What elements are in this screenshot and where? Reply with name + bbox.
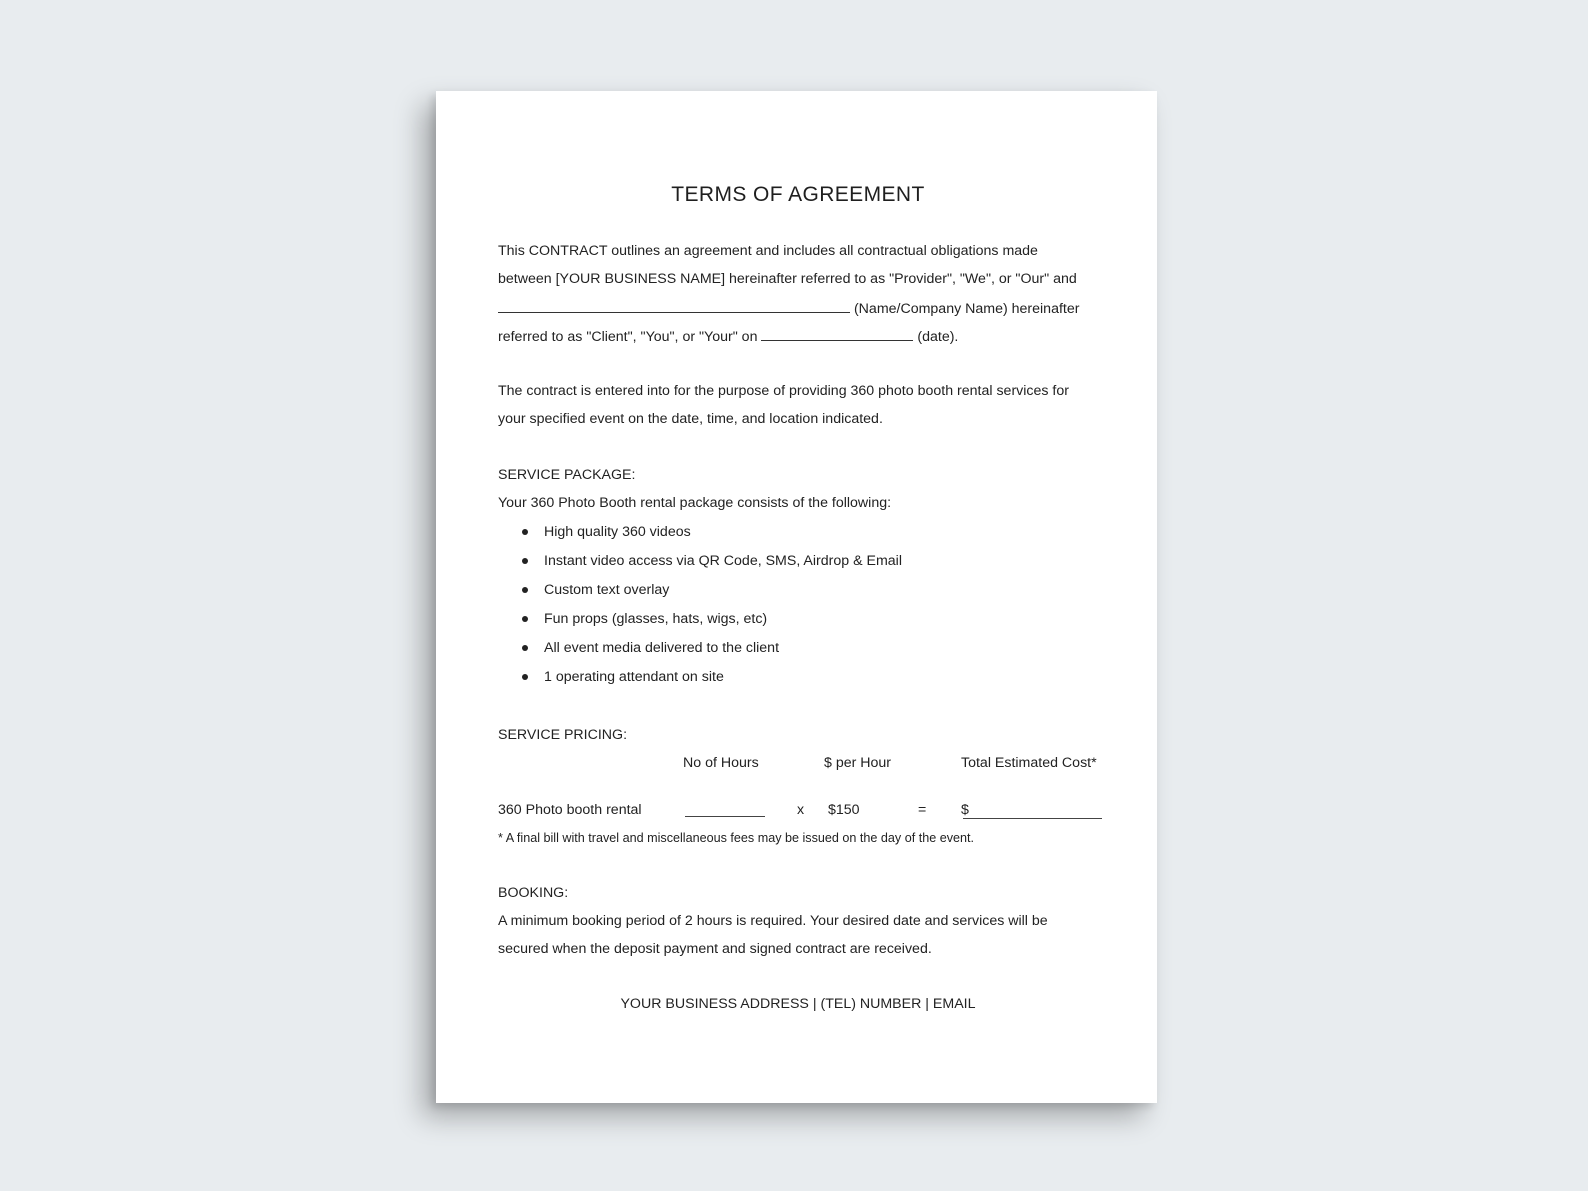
times-sign: x [797, 802, 805, 818]
pricing-footnote: * A final bill with travel and miscellaneous fees may be issued on the day of the event. [498, 831, 975, 845]
bullet-dot [522, 558, 528, 564]
booking-heading: BOOKING: [498, 885, 569, 901]
package-item: Custom text overlay [544, 582, 670, 598]
client-name-blank[interactable] [498, 298, 850, 313]
purpose-line-1: The contract is entered into for the purpose of providing 360 photo booth rental services for [498, 383, 1069, 399]
intro-line-2: between [YOUR BUSINESS NAME] hereinafter referred to as "Provider", "We", or "Our" and [498, 271, 1077, 287]
intro-line-4 [498, 326, 958, 346]
pricing-col-total: Total Estimated Cost* [961, 755, 1097, 771]
package-item: High quality 360 videos [544, 524, 691, 540]
intro-line-3 [498, 298, 1079, 318]
equals-sign: = [918, 802, 927, 818]
service-package-heading: SERVICE PACKAGE: [498, 467, 636, 483]
service-package-intro: Your 360 Photo Booth rental package consists of the following: [498, 495, 892, 511]
package-item: 1 operating attendant on site [544, 669, 724, 685]
date-blank[interactable] [761, 326, 913, 341]
total-currency: $ [961, 802, 969, 818]
booking-line-2: secured when the deposit payment and signed contract are received. [498, 941, 932, 957]
total-input-line[interactable] [963, 818, 1102, 819]
intro-line-1: This CONTRACT outlines an agreement and includes all contractual obligations made [498, 243, 1038, 259]
intro-line-4-prefix: referred to as "Client", "You", or "Your" on [498, 329, 758, 345]
bullet-dot [522, 645, 528, 651]
service-pricing-heading: SERVICE PRICING: [498, 727, 628, 743]
intro-line-4-suffix: (date). [917, 329, 959, 345]
pricing-col-rate: $ per Hour [824, 755, 892, 771]
document-page [436, 91, 1157, 1103]
rate-value: $150 [828, 802, 860, 818]
package-item: All event media delivered to the client [544, 640, 780, 656]
bullet-dot [522, 616, 528, 622]
hours-input-line[interactable] [685, 816, 765, 817]
purpose-line-2: your specified event on the date, time, and location indicated. [498, 411, 883, 427]
intro-line-3-suffix: (Name/Company Name) hereinafter [853, 301, 1080, 317]
document-title: TERMS OF AGREEMENT [671, 183, 925, 206]
bullet-dot [522, 529, 528, 535]
pricing-row-label: 360 Photo booth rental [498, 802, 642, 818]
package-item: Instant video access via QR Code, SMS, Airdrop & Email [544, 553, 902, 569]
bullet-dot [522, 674, 528, 680]
bullet-dot [522, 587, 528, 593]
pricing-col-hours: No of Hours [683, 755, 759, 771]
package-item: Fun props (glasses, hats, wigs, etc) [544, 611, 768, 627]
document-footer: YOUR BUSINESS ADDRESS | (TEL) NUMBER | EMAIL [620, 996, 976, 1012]
booking-line-1: A minimum booking period of 2 hours is required. Your desired date and services will be [498, 913, 1048, 929]
